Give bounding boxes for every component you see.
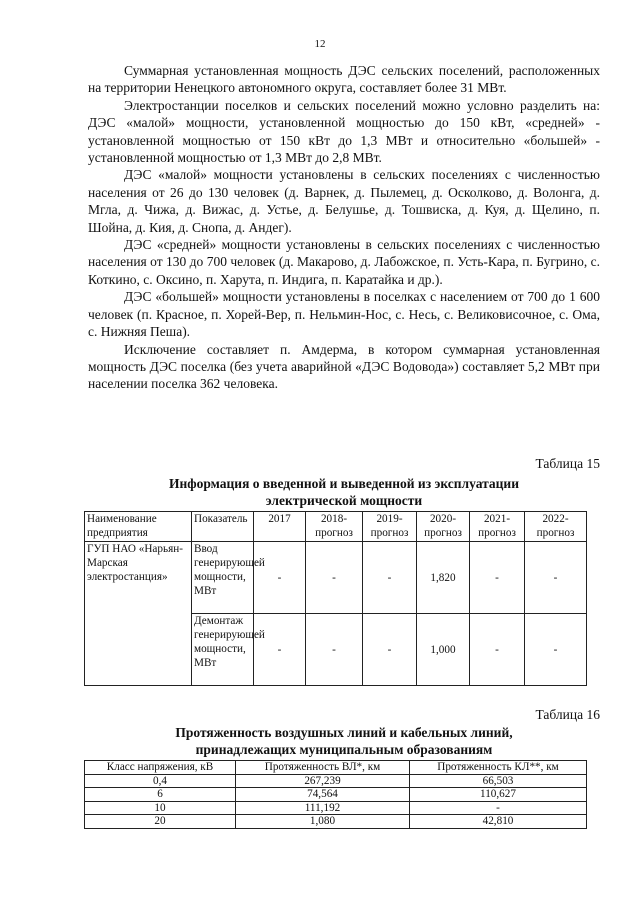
table16-title-line2: принадлежащих муниципальным образованиям xyxy=(195,741,493,757)
overhead-length-cell: 74,564 xyxy=(236,788,410,802)
table16-header-cell: Протяженность ВЛ*, км xyxy=(236,761,410,775)
paragraph: Электростанции поселков и сельских поселений можно условно разделить на: ДЭС «малой» мощности, установленной мощностью до 150 кВт, «средней» - установленной мощностью от 150 кВт до 1,3 МВт и относительно «большей» - установленной мощностью от 1,3 МВт до 2,8 МВт. xyxy=(88,97,600,166)
paragraph: Исключение составляет п. Амдерма, в котором суммарная установленная мощность ДЭС поселка (без учета аварийной «ДЭС Водовода») составляет 5,2 МВт при населении поселка 362 человека. xyxy=(88,341,600,392)
table15-header-cell: 2019-прогноз xyxy=(363,512,417,542)
table-row xyxy=(85,801,587,815)
cable-length-cell: 42,810 xyxy=(410,815,587,829)
indicator-cell: Демонтаж генерирующей мощности, МВт xyxy=(192,614,254,686)
table-row xyxy=(85,788,587,802)
table15-title-line2: электрической мощности xyxy=(265,492,423,508)
value-cell: 1,820 xyxy=(417,542,470,614)
table16 xyxy=(84,760,587,829)
table15-header-cell: 2017 xyxy=(254,512,306,542)
table16-label: Таблица 16 xyxy=(535,707,600,722)
value-cell: - xyxy=(254,542,306,614)
table16-header-cell: Класс напряжения, кВ xyxy=(85,761,236,775)
value-cell: - xyxy=(470,542,525,614)
table15-header-cell: Показатель xyxy=(192,512,254,542)
value-cell: - xyxy=(306,542,363,614)
cable-length-cell: - xyxy=(410,801,587,815)
table15-header-cell: 2018-прогноз xyxy=(306,512,363,542)
cable-length-cell: 66,503 xyxy=(410,774,587,788)
overhead-length-cell: 1,080 xyxy=(236,815,410,829)
value-cell: - xyxy=(363,542,417,614)
value-cell: 1,000 xyxy=(417,614,470,686)
table16-title-line1: Протяженность воздушных линий и кабельных линий, xyxy=(175,725,513,740)
paragraph: ДЭС «малой» мощности установлены в сельских поселениях с численностью населения от 26 до 130 человек (д. Варнек, д. Пылемец, д. Осколково, д. Волонга, д. Мгла, д. Чижа, д. Вижас, д. Устье, д. Белушье, д. Тошвиска, д. Куя, д. Щелино, п. Шойна, д. Кия, д. Снопа, д. Андег). xyxy=(88,167,600,235)
table15-header-cell: 2020-прогноз xyxy=(417,512,470,542)
table16-header-row xyxy=(85,761,587,775)
table15-header-cell: 2021-прогноз xyxy=(470,512,525,542)
table15-header-cell: 2022-прогноз xyxy=(525,512,587,542)
voltage-cell: 10 xyxy=(85,801,236,815)
value-cell: - xyxy=(363,614,417,686)
enterprise-cell: ГУП НАО «Нарьян-Марская электростанция» xyxy=(85,542,192,686)
voltage-cell: 6 xyxy=(85,788,236,802)
overhead-length-cell: 111,192 xyxy=(236,801,410,815)
table15-header-row xyxy=(85,512,587,542)
voltage-cell: 20 xyxy=(85,815,236,829)
table15-header-cell: Наименование предприятия xyxy=(85,512,192,542)
table15 xyxy=(84,511,587,686)
table16-title xyxy=(88,725,600,758)
indicator-cell: Ввод генерирующей мощности, МВт xyxy=(192,542,254,614)
value-cell: - xyxy=(525,614,587,686)
voltage-cell: 0,4 xyxy=(85,774,236,788)
table16-header-cell: Протяженность КЛ**, км xyxy=(410,761,587,775)
table-row xyxy=(85,542,587,614)
table15-title xyxy=(88,476,600,509)
page-number: 12 xyxy=(314,38,326,50)
paragraph: Суммарная установленная мощность ДЭС сельских поселений, расположенных на территории Ненецкого автономного округа, составляет более 31 МВт. xyxy=(88,63,600,96)
body-text xyxy=(88,62,600,393)
table15-title-line1: Информация о введенной и выведенной из эксплуатации xyxy=(169,476,519,491)
value-cell: - xyxy=(525,542,587,614)
table-row xyxy=(85,815,587,829)
table15-label: Таблица 15 xyxy=(535,456,600,471)
paragraph: ДЭС «большей» мощности установлены в поселках с населением от 700 до 1 600 человек (п. Красное, п. Хорей-Вер, п. Нельмин-Нос, с. Несь, с. Великовисочное, с. Ома, с. Нижняя Пеша). xyxy=(88,289,600,340)
cable-length-cell: 110,627 xyxy=(410,788,587,802)
value-cell: - xyxy=(254,614,306,686)
paragraph: ДЭС «средней» мощности установлены в сельских поселениях с численностью населения от 130 до 700 человек (д. Макарово, д. Лабожское, п. Усть-Кара, п. Бугрино, с. Коткино, с. Оксино, п. Харута, п. Индига, п. Каратайка и др.). xyxy=(88,237,600,287)
value-cell: - xyxy=(306,614,363,686)
overhead-length-cell: 267,239 xyxy=(236,774,410,788)
value-cell: - xyxy=(470,614,525,686)
table-row xyxy=(85,774,587,788)
